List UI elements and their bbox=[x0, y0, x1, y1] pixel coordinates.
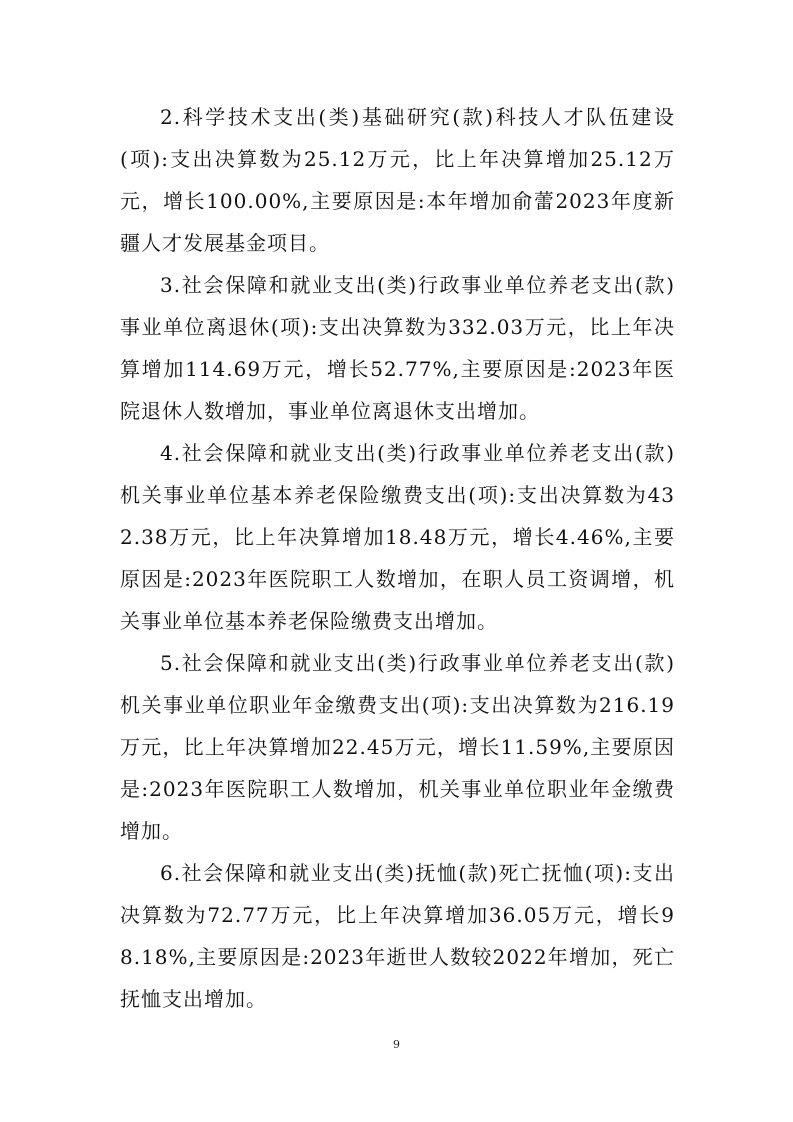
paragraph-item-6: 6.社会保障和就业支出(类)抚恤(款)死亡抚恤(项):支出决算数为72.77万元，比上年决算增加36.05万元，增长98.18%,主要原因是:2023年逝世人数较2022年增加，死亡抚恤支出增加。 bbox=[120, 861, 675, 1011]
document-body bbox=[120, 96, 675, 1020]
paragraph-item-5: 5.社会保障和就业支出(类)行政事业单位养老支出(款)机关事业单位职业年金缴费支出(项):支出决算数为216.19万元，比上年决算增加22.45万元，增长11.59%,主要原因是:2023年医院职工人数增加，机关事业单位职业年金缴费增加。 bbox=[120, 651, 675, 843]
page-number: 9 bbox=[393, 1038, 400, 1051]
paragraph-item-3: 3.社会保障和就业支出(类)行政事业单位养老支出(款)事业单位离退休(项):支出决算数为332.03万元，比上年决算增加114.69万元，增长52.77%,主要原因是:2023年医院退休人数增加，事业单位离退休支出增加。 bbox=[120, 273, 675, 423]
paragraph-item-2: 2.科学技术支出(类)基础研究(款)科技人才队伍建设(项):支出决算数为25.12万元，比上年决算增加25.12万元，增长100.00%,主要原因是:本年增加俞蕾2023年度新疆人才发展基金项目。 bbox=[120, 105, 675, 255]
paragraph-item-4: 4.社会保障和就业支出(类)行政事业单位养老支出(款)机关事业单位基本养老保险缴费支出(项):支出决算数为432.38万元，比上年决算增加18.48万元，增长4.46%,主要原因是:2023年医院职工人数增加，在职人员工资调增，机关事业单位基本养老保险缴费支出增加。 bbox=[120, 441, 675, 633]
